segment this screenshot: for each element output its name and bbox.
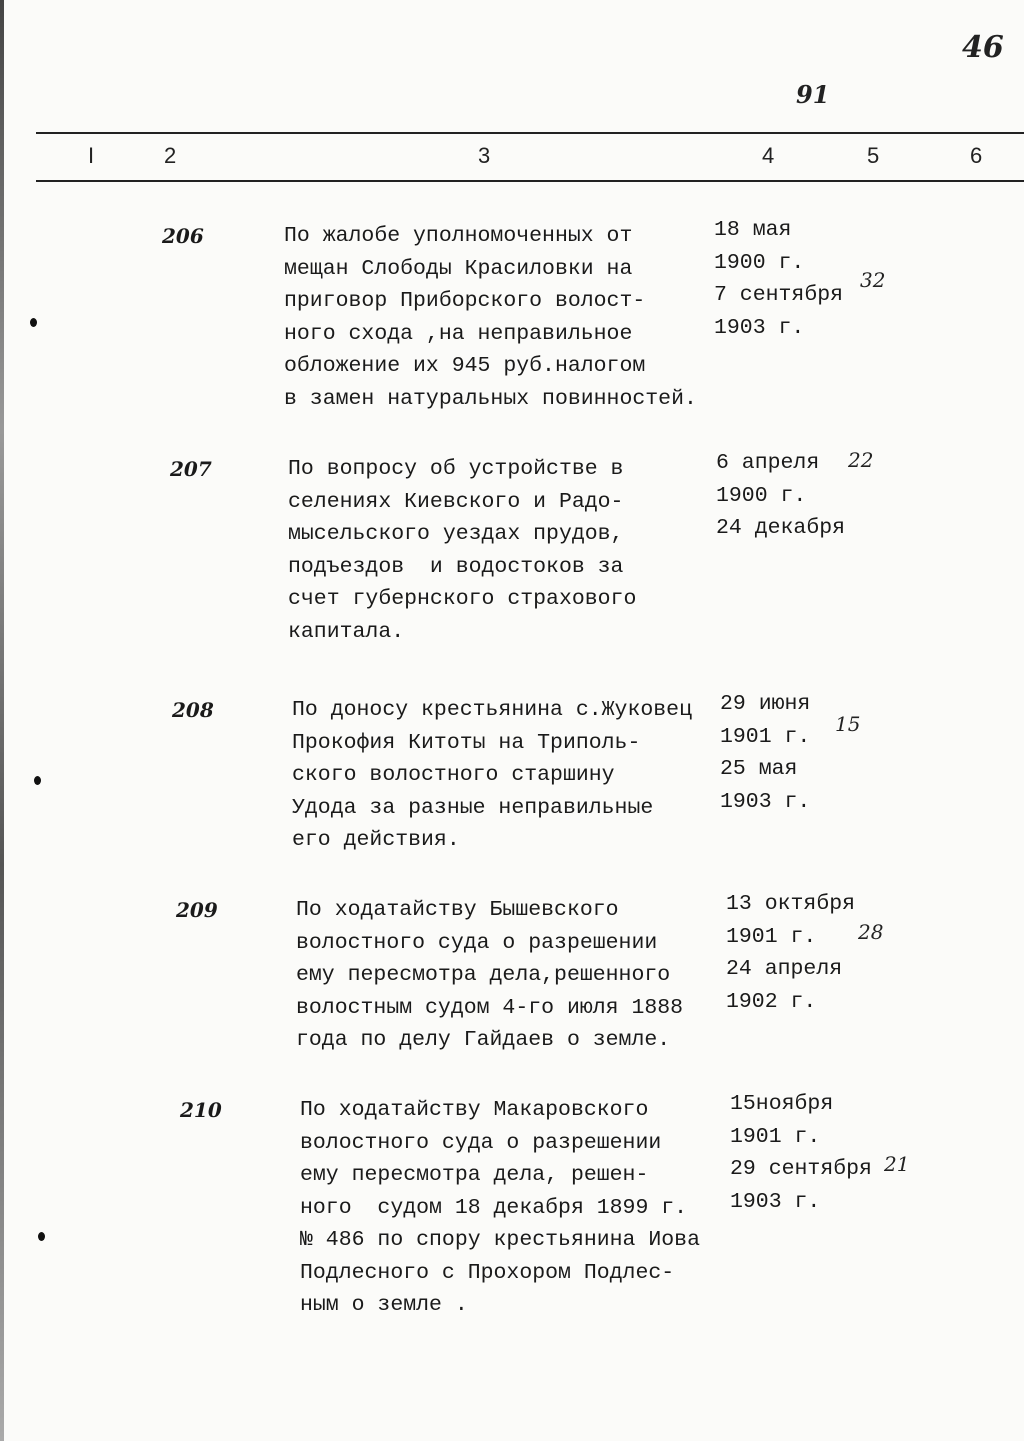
punch-hole-mark	[34, 776, 41, 785]
column-header-2: 2	[164, 143, 177, 168]
date-line: 15ноября	[730, 1092, 834, 1116]
sheet-number: 91	[796, 80, 830, 109]
year-line: 1900 г.	[716, 483, 807, 508]
year-line: 1900 г.	[714, 250, 805, 275]
column-header-6: 6	[970, 143, 983, 168]
description-line: Прокофия Китоты на Триполь-	[292, 730, 641, 755]
year-line: 1903 г.	[730, 1189, 821, 1214]
description-line: подъездов и водостоков за	[288, 554, 624, 579]
header-bottom-rule	[36, 180, 1024, 182]
year-line: 1902 г.	[726, 989, 817, 1014]
description-line: волостного суда о разрешении	[300, 1130, 662, 1155]
description-line: обложение их 945 руб.налогом	[284, 354, 646, 378]
sheet-count-annotation: 32	[860, 268, 886, 292]
year-line: 1901 г.	[720, 724, 811, 749]
description-line: № 486 по спору крестьянина Иова	[300, 1228, 700, 1252]
entry-dates	[730, 1088, 872, 1218]
entry-dates	[720, 688, 810, 818]
description-line: По доносу крестьянина с.Жуковец	[292, 698, 692, 722]
entry-number: 208	[172, 698, 214, 722]
entry-dates	[714, 214, 843, 344]
description-line: ным о земле .	[300, 1293, 468, 1317]
description-line: мещан Слободы Красиловки на	[284, 256, 633, 281]
sheet-count-annotation: 15	[835, 712, 861, 736]
entry-dates	[726, 888, 855, 1018]
description-line: По ходатайству Бышевского	[296, 898, 619, 922]
description-line: счет губернского страхового	[288, 587, 637, 611]
description-line: По жалобе уполномоченных от	[284, 224, 633, 248]
description-line: По ходатайству Макаровского	[300, 1098, 649, 1122]
entry-description	[300, 1094, 700, 1322]
entry-number: 206	[162, 224, 204, 248]
date-line: 18 мая	[714, 218, 792, 242]
date-line: 13 октября	[726, 892, 856, 916]
description-line: Подлесного с Прохором Подлес-	[300, 1260, 675, 1285]
description-line: волостного суда о разрешении	[296, 930, 658, 955]
date-line: 24 апреля	[726, 957, 843, 981]
archive-page-number: 46	[962, 30, 1004, 65]
header-top-rule	[36, 132, 1024, 134]
date-line: 29 сентября	[730, 1157, 872, 1181]
entry-description	[292, 694, 692, 857]
description-line: ного схода ,на неправильное	[284, 321, 633, 346]
description-line: в замен натуральных повинностей.	[284, 386, 697, 411]
punch-hole-mark	[30, 318, 37, 327]
description-line: ного судом 18 декабря 1899 г.	[300, 1195, 688, 1220]
column-header-1: I	[88, 143, 95, 168]
year-line: 1903 г.	[714, 315, 805, 340]
entry-number: 209	[176, 898, 218, 922]
year-line: 1903 г.	[720, 789, 811, 814]
column-header-5: 5	[867, 143, 880, 168]
description-line: ему пересмотра дела,решенного	[296, 963, 671, 987]
description-line: капитала.	[288, 619, 405, 644]
description-line: По вопросу об устройстве в	[288, 457, 624, 481]
year-line: 1901 г.	[726, 924, 817, 949]
scan-edge	[0, 0, 4, 1441]
date-line: 7 сентября	[714, 283, 844, 307]
punch-hole-mark	[38, 1232, 45, 1241]
date-line: 29 июня	[720, 692, 811, 716]
date-line: 24 декабря	[716, 516, 846, 540]
entry-number: 207	[170, 457, 212, 481]
description-line: мысельского уездах прудов,	[288, 522, 624, 546]
column-header-3: 3	[478, 143, 491, 168]
entry-description	[288, 453, 636, 648]
description-line: селениях Киевского и Радо-	[288, 489, 624, 514]
sheet-count-annotation: 22	[848, 448, 874, 472]
date-line: 6 апреля	[716, 451, 820, 475]
description-line: ему пересмотра дела, решен-	[300, 1163, 649, 1187]
entry-dates	[716, 447, 845, 545]
year-line: 1901 г.	[730, 1124, 821, 1149]
sheet-count-annotation: 28	[858, 920, 884, 944]
description-line: ского волостного старшину	[292, 763, 615, 787]
description-line: приговор Приборского волост-	[284, 289, 646, 313]
entry-description	[296, 894, 683, 1057]
description-line: волостным судом 4-го июля 1888	[296, 995, 684, 1020]
column-header-4: 4	[762, 143, 775, 168]
entry-number: 210	[180, 1098, 222, 1122]
description-line: года по делу Гайдаев о земле.	[296, 1028, 671, 1052]
entry-description	[284, 220, 697, 415]
description-line: Удода за разные неправильные	[292, 795, 654, 820]
date-line: 25 мая	[720, 757, 798, 781]
sheet-count-annotation: 21	[884, 1152, 910, 1176]
description-line: его действия.	[292, 828, 460, 852]
